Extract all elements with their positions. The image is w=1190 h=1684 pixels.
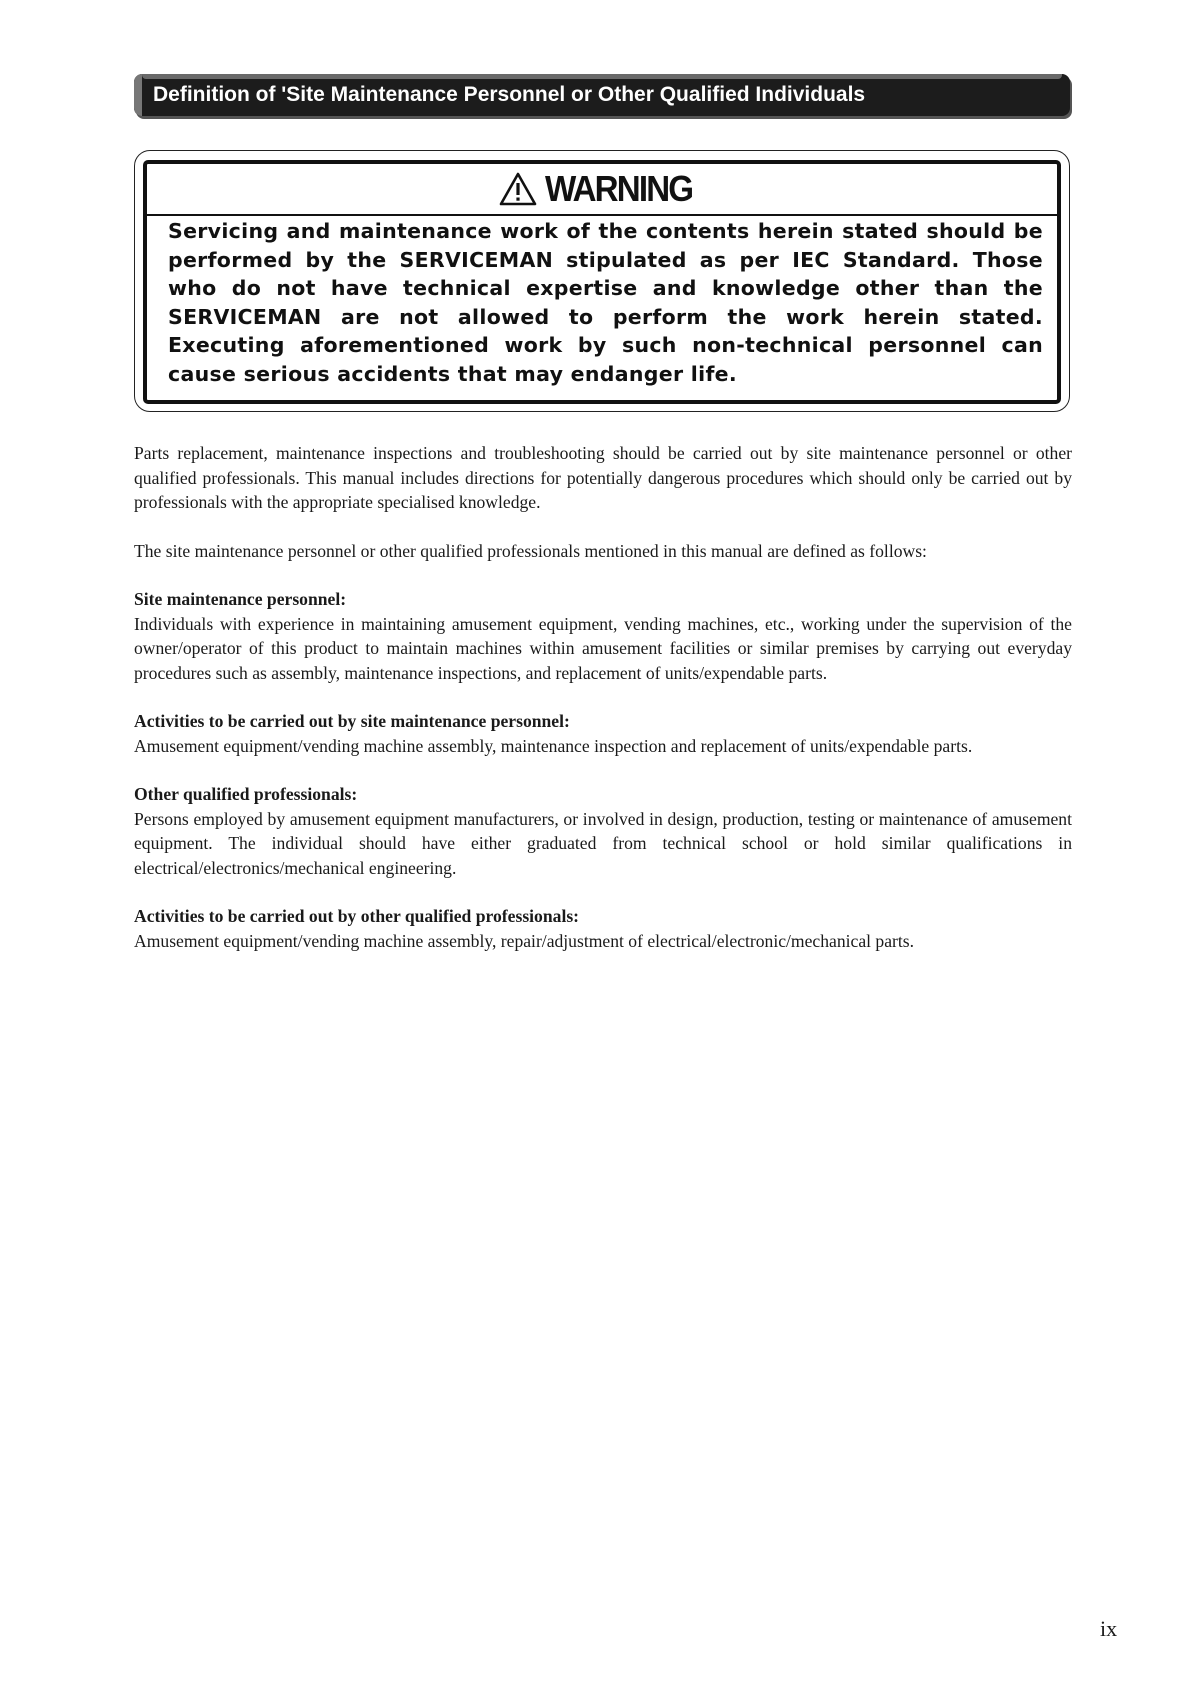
section-text: Persons employed by amusement equipment manufacturers, or involved in design, production, testing or maintenance of amusement equipment. The individual should have either graduated from technical school or hold similar qualifications in electrical/electronics/mechanical engineering. xyxy=(134,808,1072,878)
section-text: Individuals with experience in maintaining amusement equipment, vending machines, etc., working under the supervision of the owner/operator of this product to maintain machines within amusement facilities or similar premises by carrying out everyday procedures such as assembly, maintenance inspections, and replacement of units/expendable parts. xyxy=(134,613,1072,683)
section-heading: Activities to be carried out by other qualified professionals: xyxy=(134,906,580,926)
section-title: Definition of 'Site Maintenance Personnel or Other Qualified Individuals xyxy=(153,83,866,106)
warning-triangle-icon xyxy=(499,172,537,206)
definition-section-qualified-professionals xyxy=(134,782,1072,880)
warning-title: WARNING xyxy=(545,168,693,209)
warning-box xyxy=(143,160,1061,404)
section-heading: Activities to be carried out by site maintenance personnel: xyxy=(134,711,570,731)
intro-paragraph-2: The site maintenance personnel or other qualified professionals mentioned in this manual are defined as follows: xyxy=(134,540,927,561)
body-content xyxy=(134,441,1072,977)
warning-text: Servicing and maintenance work of the contents herein stated should be performed by the SERVICEMAN stipulated as per IEC Standard. Those who do not have technical expertise and knowledge other than the SERVICEMAN are not allowed to perform the work herein stated. Executing aforementioned work by such non-technical personnel can cause serious accidents that may endanger life. xyxy=(168,219,1043,386)
section-heading: Other qualified professionals: xyxy=(134,784,358,804)
section-header-bar xyxy=(134,74,1070,116)
section-text: Amusement equipment/vending machine assembly, repair/adjustment of electrical/electronic/mechanical parts. xyxy=(134,930,915,951)
definition-section-site-personnel xyxy=(134,587,1072,685)
page-number: ix xyxy=(1100,1616,1118,1641)
section-heading: Site maintenance personnel: xyxy=(134,589,347,609)
intro-paragraph-1: Parts replacement, maintenance inspections and troubleshooting should be carried out by site maintenance personnel or other qualified professionals. This manual includes directions for potentially dangerous procedures which should only be carried out by professionals with the appropriate specialised knowledge. xyxy=(134,443,1072,512)
section-text: Amusement equipment/vending machine assembly, maintenance inspection and replacement of units/expendable parts. xyxy=(134,735,973,756)
definition-section-professional-activities xyxy=(134,904,1072,953)
definition-section-site-activities xyxy=(134,709,1072,758)
warning-header xyxy=(147,164,1057,216)
